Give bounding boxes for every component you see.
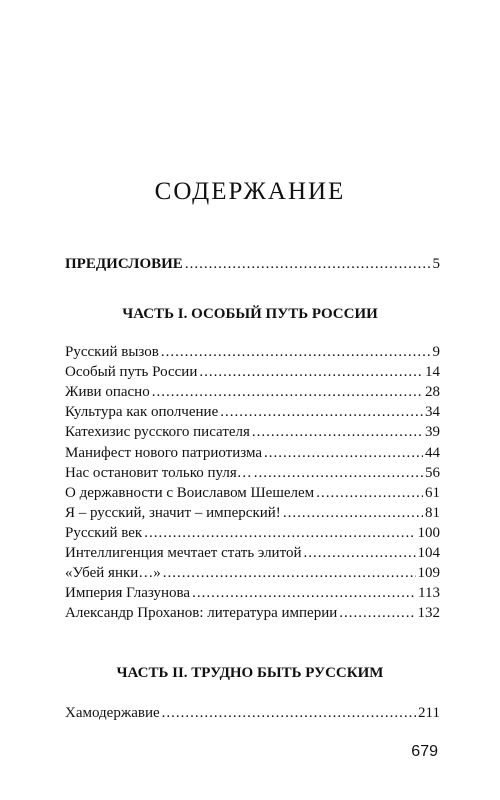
toc-entry-label: «Убей янки…» <box>65 565 161 582</box>
toc-entry-label: Империя Глазунова <box>65 585 191 602</box>
toc-entry-label: Живи опасно <box>65 384 150 401</box>
toc-entry <box>65 343 440 361</box>
toc-entry-label: Я – русский, значит – имперский! <box>65 504 281 521</box>
toc-entry-label: Русский вызов <box>65 344 159 360</box>
toc-entry <box>65 484 440 502</box>
leader-dots <box>152 383 423 401</box>
page-title: СОДЕРЖАНИЕ <box>154 178 346 205</box>
toc-entry <box>65 423 440 441</box>
toc-entry <box>65 464 440 482</box>
leader-dots <box>192 584 416 602</box>
toc-entry-page: 100 <box>417 524 440 541</box>
toc-entry-page: 28 <box>425 384 440 401</box>
toc-entry <box>65 604 440 622</box>
toc-entry-page: 109 <box>417 565 440 582</box>
leader-dots <box>339 604 415 622</box>
toc-entry-label: Культура как ополчение <box>65 404 219 421</box>
toc-entry <box>65 504 440 522</box>
toc-entry <box>65 524 440 542</box>
toc-entry-label: Особый путь России <box>65 364 198 381</box>
toc-entry-page: 113 <box>418 585 440 602</box>
leader-dots <box>185 255 431 273</box>
toc-entry-page: 34 <box>425 404 440 421</box>
toc-entry-page: 44 <box>425 444 440 461</box>
toc-entry-page: 14 <box>425 364 440 381</box>
toc-entry <box>65 403 440 421</box>
toc-entry <box>65 444 440 462</box>
toc-entry-page: 81 <box>425 504 440 521</box>
toc-entry-label: Хамодержавие <box>65 705 160 721</box>
toc-entry-label: Манифест нового патриотизма <box>65 444 263 461</box>
toc-entry-label: ПРЕДИСЛОВИЕ <box>65 256 183 272</box>
leader-dots <box>316 484 423 502</box>
leader-dots <box>254 464 423 482</box>
toc-entry <box>65 544 440 562</box>
leader-dots <box>220 403 423 421</box>
toc-entry <box>65 564 440 582</box>
toc-entry-label: Интеллигенция мечтает стать элитой <box>65 545 302 561</box>
part-2-title: ЧАСТЬ II. ТРУДНО БЫТЬ РУССКИМ <box>116 665 384 681</box>
toc-entry-page: 39 <box>425 424 440 441</box>
leader-dots <box>199 363 423 381</box>
leader-dots <box>252 423 423 441</box>
toc-entry <box>65 584 440 602</box>
toc-entry-page: 61 <box>425 484 440 501</box>
part-1-title: ЧАСТЬ I. ОСОБЫЙ ПУТЬ РОССИИ <box>122 306 378 322</box>
leader-dots <box>162 704 416 722</box>
toc-entry-label: Катехизис русского писателя <box>65 424 250 441</box>
page-number: 679 <box>411 743 438 760</box>
toc-entry-preface <box>65 255 440 273</box>
toc-entry-page: 5 <box>432 256 440 272</box>
toc-entry-label: Русский век <box>65 524 143 541</box>
leader-dots <box>144 524 415 542</box>
toc-entry-label: Александр Проханов: литература империи <box>65 605 338 622</box>
toc-entry-label: О державности с Воиславом Шешелем <box>65 484 315 501</box>
leader-dots <box>264 444 423 462</box>
toc-entry <box>65 363 440 381</box>
toc-entry <box>65 383 440 401</box>
leader-dots <box>283 504 423 522</box>
toc-entry-page: 104 <box>417 545 440 561</box>
toc-entry <box>65 704 440 722</box>
toc-entry-page: 211 <box>418 705 440 721</box>
toc-entry-page: 9 <box>432 344 440 360</box>
leader-dots <box>303 544 415 562</box>
toc-entry-page: 132 <box>417 605 440 622</box>
leader-dots <box>161 343 431 361</box>
toc-entry-page: 56 <box>425 464 440 481</box>
leader-dots <box>163 564 416 582</box>
toc-entry-label: Нас остановит только пуля… <box>65 464 252 481</box>
